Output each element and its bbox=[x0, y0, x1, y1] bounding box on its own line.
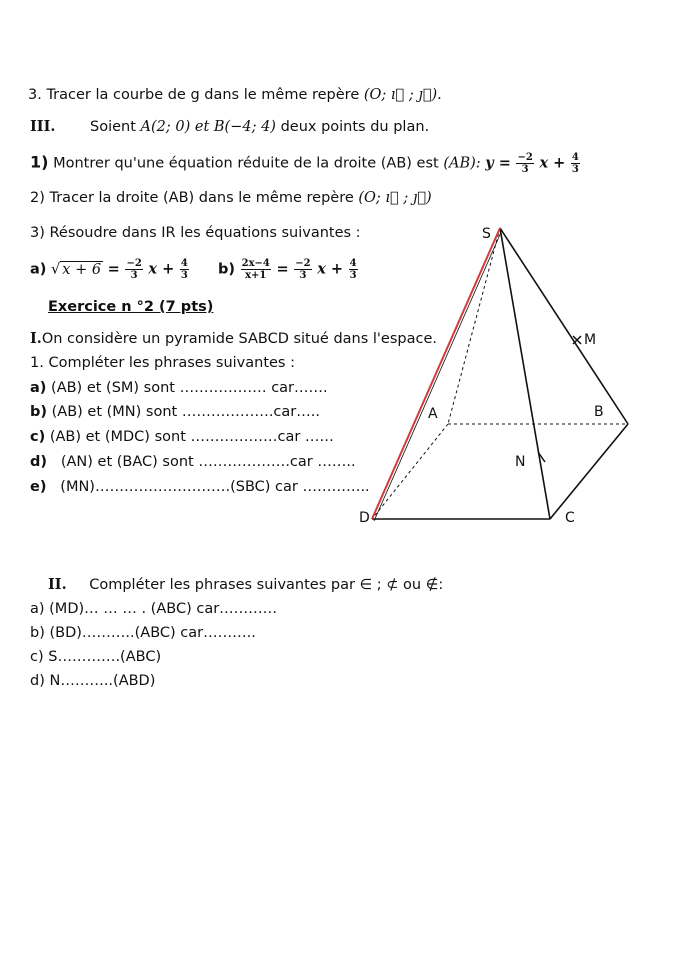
question-1-ab: (AB): bbox=[443, 155, 481, 172]
label-D: D bbox=[359, 510, 370, 526]
equation-a-label: a) bbox=[30, 261, 47, 278]
label-N: N bbox=[515, 454, 526, 470]
label-C: C bbox=[565, 510, 575, 526]
part-1-text: On considère un pyramide SABCD situé dans l'espace. bbox=[41, 331, 437, 347]
fraction-four-thirds: $\frac{4}{3}$ bbox=[571, 152, 579, 175]
part-3-text: Soient bbox=[90, 119, 136, 135]
question-1-number: 1) bbox=[30, 152, 49, 172]
label-S: S bbox=[482, 226, 491, 242]
item-2a: a) (MD)… … … . (ABC) car………… bbox=[30, 601, 278, 617]
edge-SA bbox=[448, 228, 500, 424]
part-2-number: II. bbox=[48, 576, 67, 593]
part-3-tail: deux points du plan. bbox=[280, 119, 430, 135]
question-3-text: 3. Tracer la courbe de g dans le même repère bbox=[28, 87, 360, 103]
equation-a-fraction-2: $\frac{4}{3}$ bbox=[180, 258, 188, 281]
question-1-x: x + bbox=[539, 154, 566, 172]
label-A: A bbox=[428, 406, 438, 422]
edge-SB bbox=[500, 228, 628, 424]
edge-BC bbox=[550, 424, 628, 519]
part-2-text: Compléter les phrases suivantes par ∈ ; ⊄ ou ∉: bbox=[89, 577, 444, 593]
equation-a-fraction-1: $\frac{-2}{3}$ bbox=[126, 258, 142, 281]
exercise-2-title: Exercice n °2 (7 pts) bbox=[48, 299, 214, 315]
question-1-y: y = bbox=[485, 154, 511, 172]
part-1-number: I. bbox=[30, 330, 42, 347]
question-2-frame: (O; ı⃗ ; ȷ⃗) bbox=[358, 190, 432, 206]
question-3b-text: 3) Résoudre dans IR les équations suivantes : bbox=[30, 225, 361, 241]
item-2c: c) S………….(ABC) bbox=[30, 649, 162, 665]
item-2b: b) (BD)………..(ABC) car……….. bbox=[30, 625, 256, 641]
edge-SD bbox=[372, 228, 500, 519]
part-3-number: III. bbox=[30, 118, 56, 135]
question-1-text: Montrer qu'une équation réduite de la droite (AB) est bbox=[53, 155, 439, 172]
label-B: B bbox=[594, 404, 604, 420]
equation-a-radicand: x + 6 bbox=[62, 261, 102, 278]
edge-SC bbox=[500, 228, 550, 519]
equation-b-fraction-1: $\frac{-2}{3}$ bbox=[295, 258, 311, 281]
item-c: c) (AB) et (MDC) sont ………………car …… bbox=[30, 429, 334, 445]
equation-b: b) $\frac{2x-4}{x+1}$ = $\frac{-2}{3}$ x + $\frac{4}{3}$ bbox=[218, 258, 357, 281]
equation-a: a) √ x + 6 = $\frac{-2}{3}$ x + $\frac{4}{3}$ bbox=[30, 258, 188, 281]
fraction-minus-two-thirds: $\frac{-2}{3}$ bbox=[517, 152, 533, 175]
part-3-points: A(2; 0) et B(−4; 4) bbox=[140, 119, 276, 135]
item-2d: d) N………..(ABD) bbox=[30, 673, 156, 689]
item-b: b) (AB) et (MN) sont ……………….car….. bbox=[30, 404, 320, 420]
equation-b-label: b) bbox=[218, 261, 236, 278]
part-1-instruction: 1. Compléter les phrases suivantes : bbox=[30, 355, 295, 371]
question-3-frame: (O; ı⃗ ; ȷ⃗). bbox=[363, 87, 442, 103]
item-d: d) (AN) et (BAC) sont ……………….car …….. bbox=[30, 454, 356, 470]
item-a: a) (AB) et (SM) sont ……………… car……. bbox=[30, 380, 328, 396]
question-2-text: 2) Tracer la droite (AB) dans le même repère bbox=[30, 190, 354, 206]
label-M: M bbox=[584, 332, 597, 348]
equation-b-fraction-2: $\frac{4}{3}$ bbox=[349, 258, 357, 281]
equation-b-fraction-0: $\frac{2x-4}{x+1}$ bbox=[241, 258, 270, 281]
item-e: e) (MN)……………………….(SBC) car ………….. bbox=[30, 479, 370, 495]
